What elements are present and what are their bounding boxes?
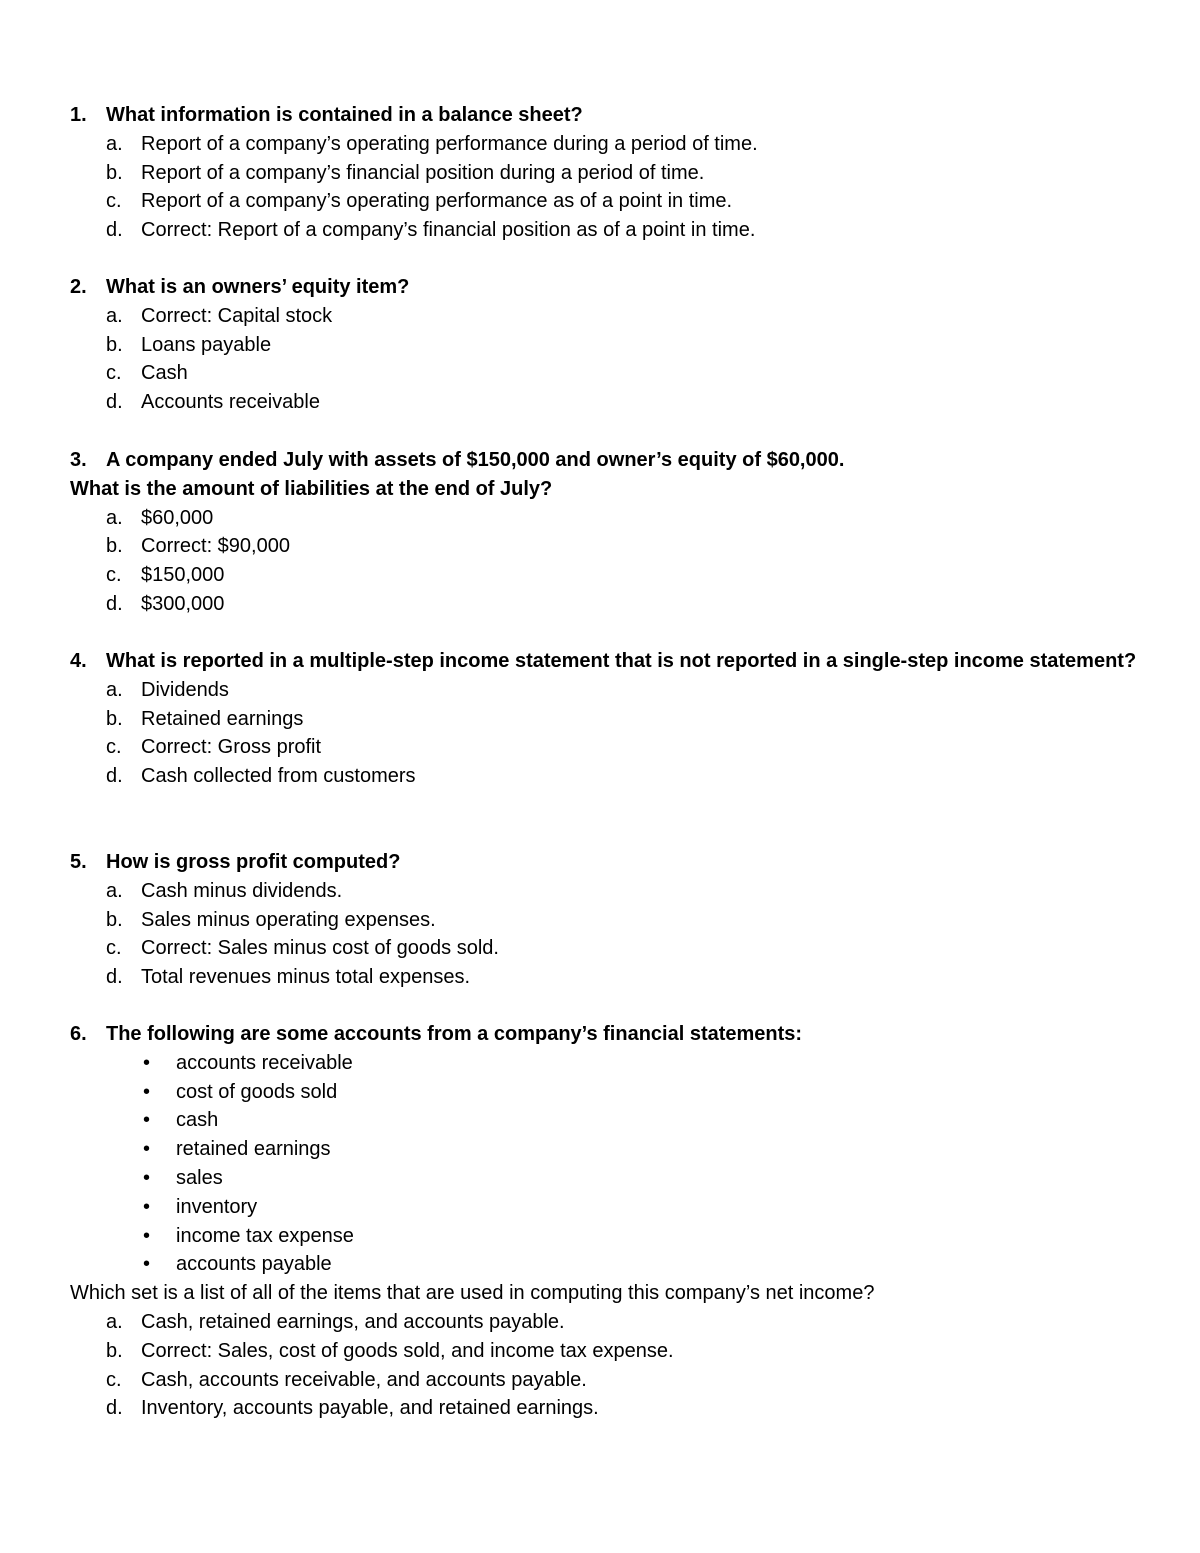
- option-letter: b.: [106, 333, 123, 356]
- question-prompt: A company ended July with assets of $150,000 and owner’s equity of $60,000.: [106, 449, 845, 471]
- question-text: [70, 647, 1150, 676]
- option-b: [70, 705, 1150, 734]
- account-name: sales: [176, 1166, 223, 1189]
- account-name: accounts payable: [176, 1253, 332, 1276]
- account-name: income tax expense: [176, 1224, 354, 1247]
- question-text: [70, 848, 1150, 877]
- option-letter: b.: [106, 707, 123, 730]
- option-letter: b.: [106, 908, 123, 931]
- option-letter: c.: [106, 564, 122, 587]
- account-name: retained earnings: [176, 1138, 331, 1161]
- option-text: $60,000: [141, 506, 214, 529]
- option-d: [70, 1394, 1150, 1423]
- bullet-icon: •: [143, 1195, 151, 1218]
- option-text: $300,000: [141, 592, 225, 615]
- option-text: Report of a company’s financial position during a period of time.: [141, 161, 705, 184]
- option-text: Retained earnings: [141, 707, 304, 730]
- option-a: [70, 504, 1150, 533]
- option-b: [70, 331, 1150, 360]
- question-prompt: The following are some accounts from a company’s financial statements:: [106, 1023, 803, 1045]
- account-list-item: [70, 1106, 1150, 1135]
- option-letter: b.: [106, 161, 123, 184]
- account-list-item: [70, 1222, 1150, 1251]
- account-list-item: [70, 1250, 1150, 1279]
- account-name: cost of goods sold: [176, 1080, 338, 1103]
- question-number: 6.: [70, 1023, 87, 1045]
- question-4: [70, 647, 1150, 791]
- option-b: [70, 532, 1150, 561]
- question-number: 2.: [70, 276, 87, 298]
- option-letter: a.: [106, 1310, 123, 1333]
- option-a: [70, 877, 1150, 906]
- question-number: 3.: [70, 449, 87, 471]
- question-number: 4.: [70, 650, 87, 672]
- option-d: [70, 963, 1150, 992]
- option-letter: d.: [106, 592, 123, 615]
- option-b: [70, 159, 1150, 188]
- question-number: 1.: [70, 104, 87, 126]
- account-list-item: [70, 1135, 1150, 1164]
- option-letter: b.: [106, 535, 123, 558]
- bullet-icon: •: [143, 1051, 151, 1074]
- option-letter: d.: [106, 391, 123, 414]
- option-text: Report of a company’s operating performance during a period of time.: [141, 132, 758, 155]
- option-text: Cash: [141, 362, 188, 385]
- question-prompt: How is gross profit computed?: [106, 851, 401, 873]
- option-letter: b.: [106, 1339, 123, 1362]
- account-name: inventory: [176, 1195, 258, 1218]
- option-c: [70, 359, 1150, 388]
- option-text: Correct: Gross profit: [141, 736, 322, 759]
- option-letter: c.: [106, 1368, 122, 1391]
- option-text: Dividends: [141, 678, 229, 701]
- option-text: Correct: Sales, cost of goods sold, and income tax expense.: [141, 1339, 674, 1362]
- option-text: $150,000: [141, 564, 225, 587]
- option-letter: c.: [106, 362, 122, 385]
- question-2: [70, 273, 1150, 417]
- question-followup: Which set is a list of all of the items that are used in computing this company’s net income?: [70, 1282, 875, 1305]
- option-letter: d.: [106, 765, 123, 788]
- option-text: Report of a company’s operating performance as of a point in time.: [141, 190, 733, 213]
- option-b: [70, 1337, 1150, 1366]
- option-a: [70, 1308, 1150, 1337]
- bullet-icon: •: [143, 1080, 151, 1103]
- option-letter: a.: [106, 678, 123, 701]
- option-c: [70, 934, 1150, 963]
- option-d: [70, 216, 1150, 245]
- account-list-item: [70, 1164, 1150, 1193]
- bullet-icon: •: [143, 1109, 151, 1132]
- question-text: [70, 1020, 1150, 1049]
- bullet-icon: •: [143, 1166, 151, 1189]
- option-letter: a.: [106, 506, 123, 529]
- question-5: [70, 848, 1150, 992]
- question-text: [70, 446, 1150, 475]
- account-name: accounts receivable: [176, 1051, 353, 1074]
- option-d: [70, 762, 1150, 791]
- option-letter: c.: [106, 937, 122, 960]
- bullet-icon: •: [143, 1253, 151, 1276]
- question-text: [70, 101, 1150, 130]
- question-continuation: What is the amount of liabilities at the end of July?: [70, 477, 553, 500]
- account-name: cash: [176, 1109, 219, 1132]
- option-text: Total revenues minus total expenses.: [141, 966, 471, 989]
- option-d: [70, 590, 1150, 619]
- option-letter: a.: [106, 304, 123, 327]
- option-text: Accounts receivable: [141, 391, 320, 414]
- option-a: [70, 676, 1150, 705]
- option-c: [70, 561, 1150, 590]
- question-6: [70, 1020, 1150, 1423]
- option-d: [70, 388, 1150, 417]
- option-text: Correct: Sales minus cost of goods sold.: [141, 937, 499, 960]
- option-text: Cash, retained earnings, and accounts payable.: [141, 1310, 565, 1333]
- bullet-icon: •: [143, 1138, 151, 1161]
- option-text: Sales minus operating expenses.: [141, 908, 436, 931]
- option-letter: c.: [106, 190, 122, 213]
- option-letter: a.: [106, 879, 123, 902]
- question-prompt: What information is contained in a balance sheet?: [106, 104, 583, 126]
- question-prompt: What is an owners’ equity item?: [106, 276, 410, 298]
- option-letter: d.: [106, 1397, 123, 1420]
- account-list-item: [70, 1193, 1150, 1222]
- bullet-icon: •: [143, 1224, 151, 1247]
- option-text: Cash minus dividends.: [141, 879, 343, 902]
- option-a: [70, 302, 1150, 331]
- option-text: Correct: Report of a company’s financial position as of a point in time.: [141, 219, 756, 242]
- option-c: [70, 1366, 1150, 1395]
- option-text: Cash collected from customers: [141, 765, 416, 788]
- question-1: [70, 101, 1150, 245]
- question-prompt: What is reported in a multiple-step income statement that is not reported in a single-step income statement?: [106, 650, 1137, 672]
- option-text: Cash, accounts receivable, and accounts payable.: [141, 1368, 587, 1391]
- question-3: [70, 446, 1150, 619]
- option-text: Inventory, accounts payable, and retained earnings.: [141, 1397, 599, 1420]
- option-text: Correct: Capital stock: [141, 304, 333, 327]
- option-letter: d.: [106, 966, 123, 989]
- option-letter: d.: [106, 219, 123, 242]
- question-text: [70, 273, 1150, 302]
- question-number: 5.: [70, 851, 87, 873]
- option-letter: a.: [106, 132, 123, 155]
- option-letter: c.: [106, 736, 122, 759]
- option-text: Loans payable: [141, 333, 272, 356]
- option-a: [70, 130, 1150, 159]
- option-text: Correct: $90,000: [141, 535, 290, 558]
- account-list-item: [70, 1049, 1150, 1078]
- option-c: [70, 187, 1150, 216]
- account-list-item: [70, 1078, 1150, 1107]
- option-c: [70, 733, 1150, 762]
- option-b: [70, 906, 1150, 935]
